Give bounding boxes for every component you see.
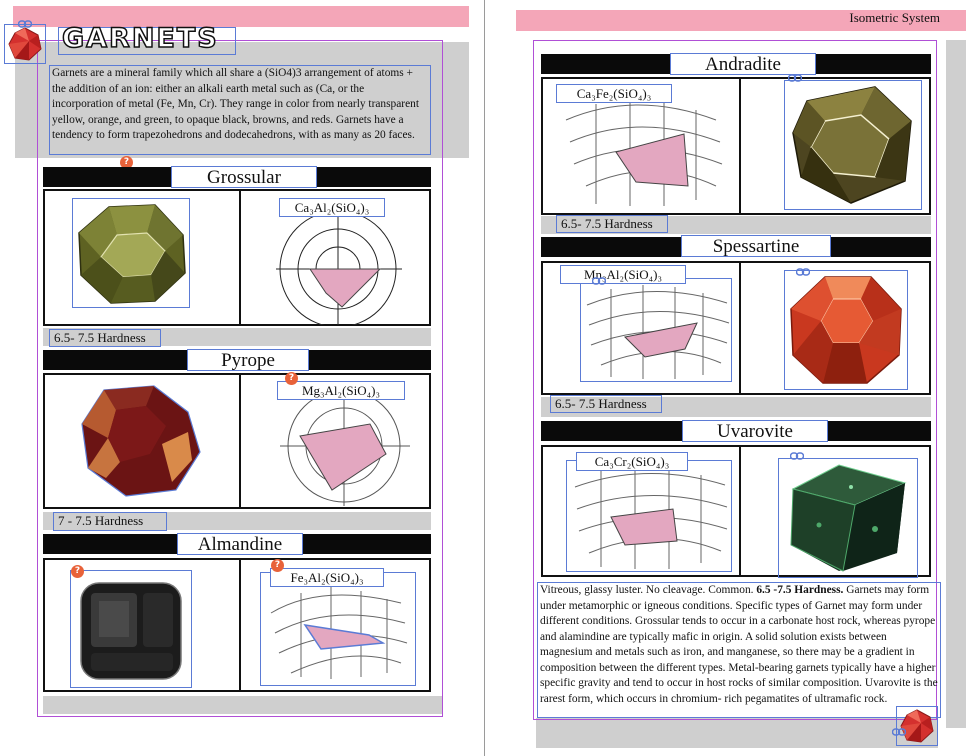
andradite-diagram	[556, 90, 734, 212]
panel-divider	[739, 447, 741, 575]
grossular-crystal-image	[72, 198, 190, 308]
grossular-formula: Ca₃Al₂(SiO₄)₃	[279, 198, 385, 217]
almandine-crystal-image	[70, 570, 192, 688]
alert-icon: ?	[285, 372, 298, 385]
alert-icon: ?	[120, 156, 133, 169]
pyrope-title: Pyrope	[187, 349, 309, 371]
link-icon	[892, 728, 906, 736]
andradite-hardness: 6.5- 7.5 Hardness	[556, 215, 668, 233]
running-header: Isometric System	[849, 10, 940, 25]
panel-divider	[739, 79, 741, 213]
uvarovite-title: Uvarovite	[682, 420, 828, 442]
almandine-title: Almandine	[177, 533, 303, 555]
link-icon	[790, 452, 804, 460]
pyrope-crystal-image	[76, 382, 206, 502]
spessartine-diagram	[580, 278, 732, 382]
alert-icon: ?	[71, 565, 84, 578]
body-lead-hardness: 6.5 -7.5 Hardness.	[756, 584, 844, 596]
pyrope-formula: Mg₃Al₂(SiO₄)₃	[277, 381, 405, 400]
spread-divider	[484, 0, 485, 756]
uvarovite-diagram	[566, 460, 732, 572]
andradite-title: Andradite	[670, 53, 816, 75]
body-lead: Vitreous, glassy luster. No cleavage. Common.	[540, 584, 754, 596]
intro-paragraph: Garnets are a mineral family which all share a (SiO4)3 arrangement of atoms + the addition of an ion: either an alkali earth metal such as (Ca, or the incorporation of metal (Fe, Mn, Cr). They range in color from nearly transparent yellow, orange, and green, to opaque black, browns, and reds. Garnets have a tendency to form trapezohedrons and dodecahedrons, with as many as 20 faces.	[49, 65, 431, 155]
panel-divider	[239, 560, 241, 690]
almandine-formula: Fe₃Al₂(SiO₄)₃	[270, 568, 384, 587]
page-title: GARNETS	[62, 23, 219, 54]
almandine-diagram	[260, 572, 416, 686]
uvarovite-crystal-image	[778, 458, 918, 578]
spessartine-formula: Mn₃Al₂(SiO₄)₃	[560, 265, 686, 284]
link-icon	[788, 74, 802, 82]
pyrope-hardness: 7 - 7.5 Hardness	[53, 512, 167, 531]
properties-text	[537, 582, 941, 718]
grossular-hardness: 6.5- 7.5 Hardness	[49, 329, 161, 347]
link-icon	[592, 277, 606, 285]
panel-divider	[739, 263, 741, 393]
alert-icon: ?	[271, 559, 284, 572]
andradite-formula: Ca₃Fe₂(SiO₄)₃	[556, 84, 672, 103]
uvarovite-formula: Ca₃Cr₂(SiO₄)₃	[576, 452, 688, 471]
spessartine-hardness: 6.5- 7.5 Hardness	[550, 395, 662, 413]
link-icon	[18, 20, 32, 28]
panel-divider	[239, 191, 241, 324]
garnet-logo-icon	[4, 24, 46, 64]
body-paragraph: Garnets may form under metamorphic or igneous conditions. Specific types of Garnet may form under different conditions. Grossular tends to occur in a carbonate host rock, whereas pyrope and alamindine are typically mafic in origin. A solid solution exists between magnesium and metals such as iron, and manganese, so there may be a gradient in composition between the different types. Metal-bearing garnets typically have a higher specific gravity and tend to occur in host rocks of similar composition. Uvarovite is the rarest form, which occurs in chromium- rich pegamatites of ultramafic rock.	[540, 584, 938, 705]
right-edge-gray-block	[946, 40, 966, 728]
grossular-title: Grossular	[171, 166, 317, 188]
andradite-crystal-image	[784, 80, 922, 210]
garnet-logo-icon	[896, 706, 938, 746]
panel-divider	[239, 375, 241, 507]
link-icon	[796, 268, 810, 276]
right-bottom-gray-block	[536, 718, 938, 748]
spessartine-crystal-image	[784, 270, 908, 390]
spessartine-title: Spessartine	[681, 235, 831, 257]
